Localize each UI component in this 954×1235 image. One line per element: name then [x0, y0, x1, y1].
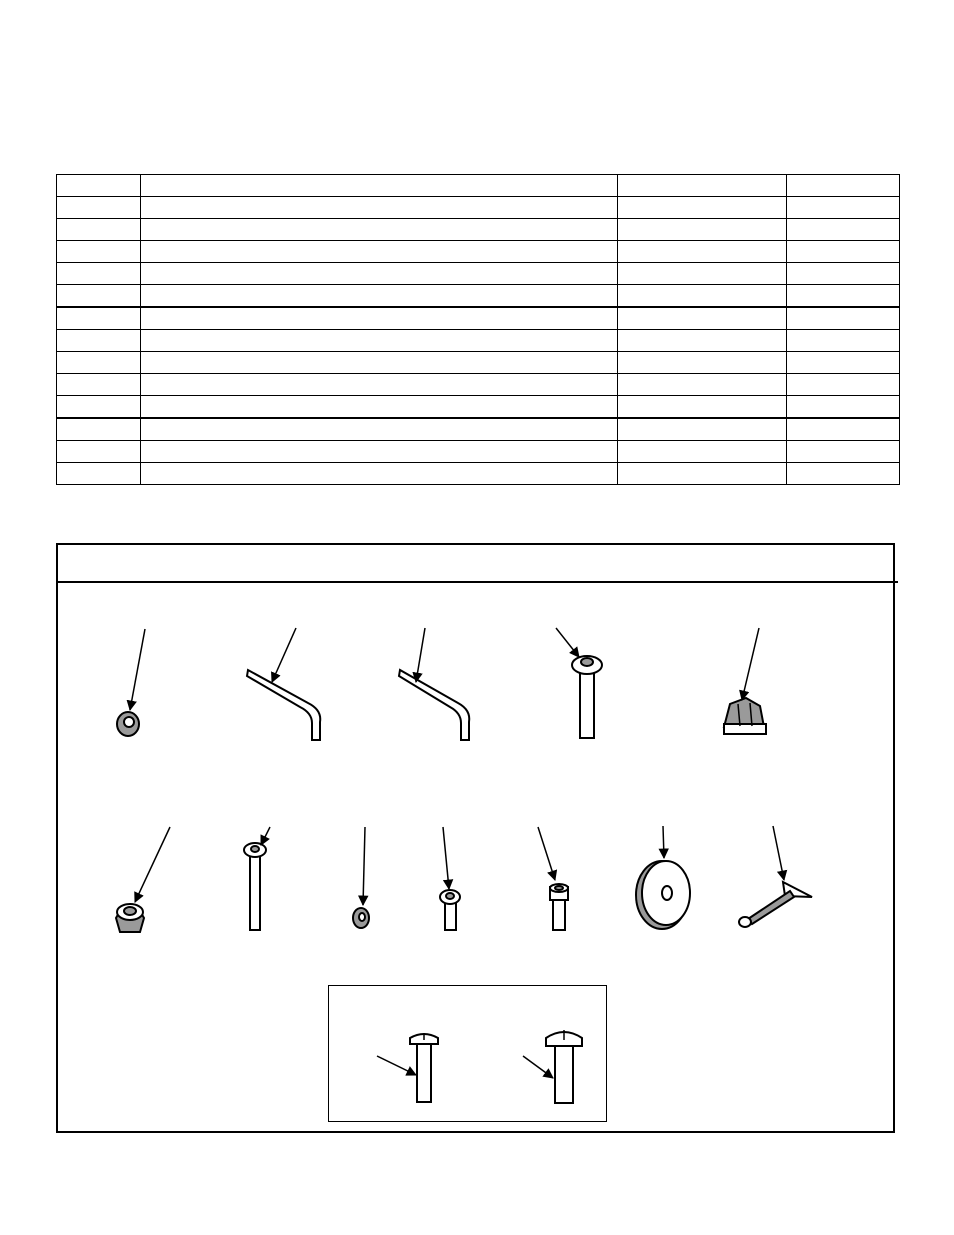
washer-icon — [636, 861, 690, 929]
allen-wrench-icon — [399, 670, 469, 740]
pointer-arrow — [663, 826, 664, 858]
screw-icon — [410, 1033, 438, 1102]
pointer-arrow — [538, 827, 555, 880]
washer-icon — [117, 712, 139, 736]
washer-icon — [353, 908, 369, 928]
pointer-arrow — [443, 827, 449, 889]
pointer-arrow — [377, 1056, 416, 1075]
pointer-arrow — [773, 826, 784, 880]
end-cap-icon — [724, 698, 766, 734]
pointer-arrow — [135, 827, 170, 902]
bolt-icon — [244, 843, 266, 930]
bolt-icon — [572, 656, 602, 738]
nut-icon — [116, 904, 144, 932]
pointer-arrow — [261, 827, 270, 845]
screw-icon — [546, 1030, 582, 1103]
pointer-arrow — [363, 827, 365, 905]
pointer-arrow — [742, 628, 759, 700]
pointer-arrow — [272, 628, 296, 682]
allen-wrench-icon — [247, 670, 320, 740]
bolt-icon — [440, 890, 460, 930]
bolt-icon — [550, 884, 568, 930]
screwdriver-icon — [739, 882, 812, 927]
pointer-arrow — [556, 628, 579, 657]
pointer-arrow — [416, 628, 425, 682]
pointer-arrow — [130, 629, 145, 710]
pointer-arrow — [523, 1056, 553, 1078]
